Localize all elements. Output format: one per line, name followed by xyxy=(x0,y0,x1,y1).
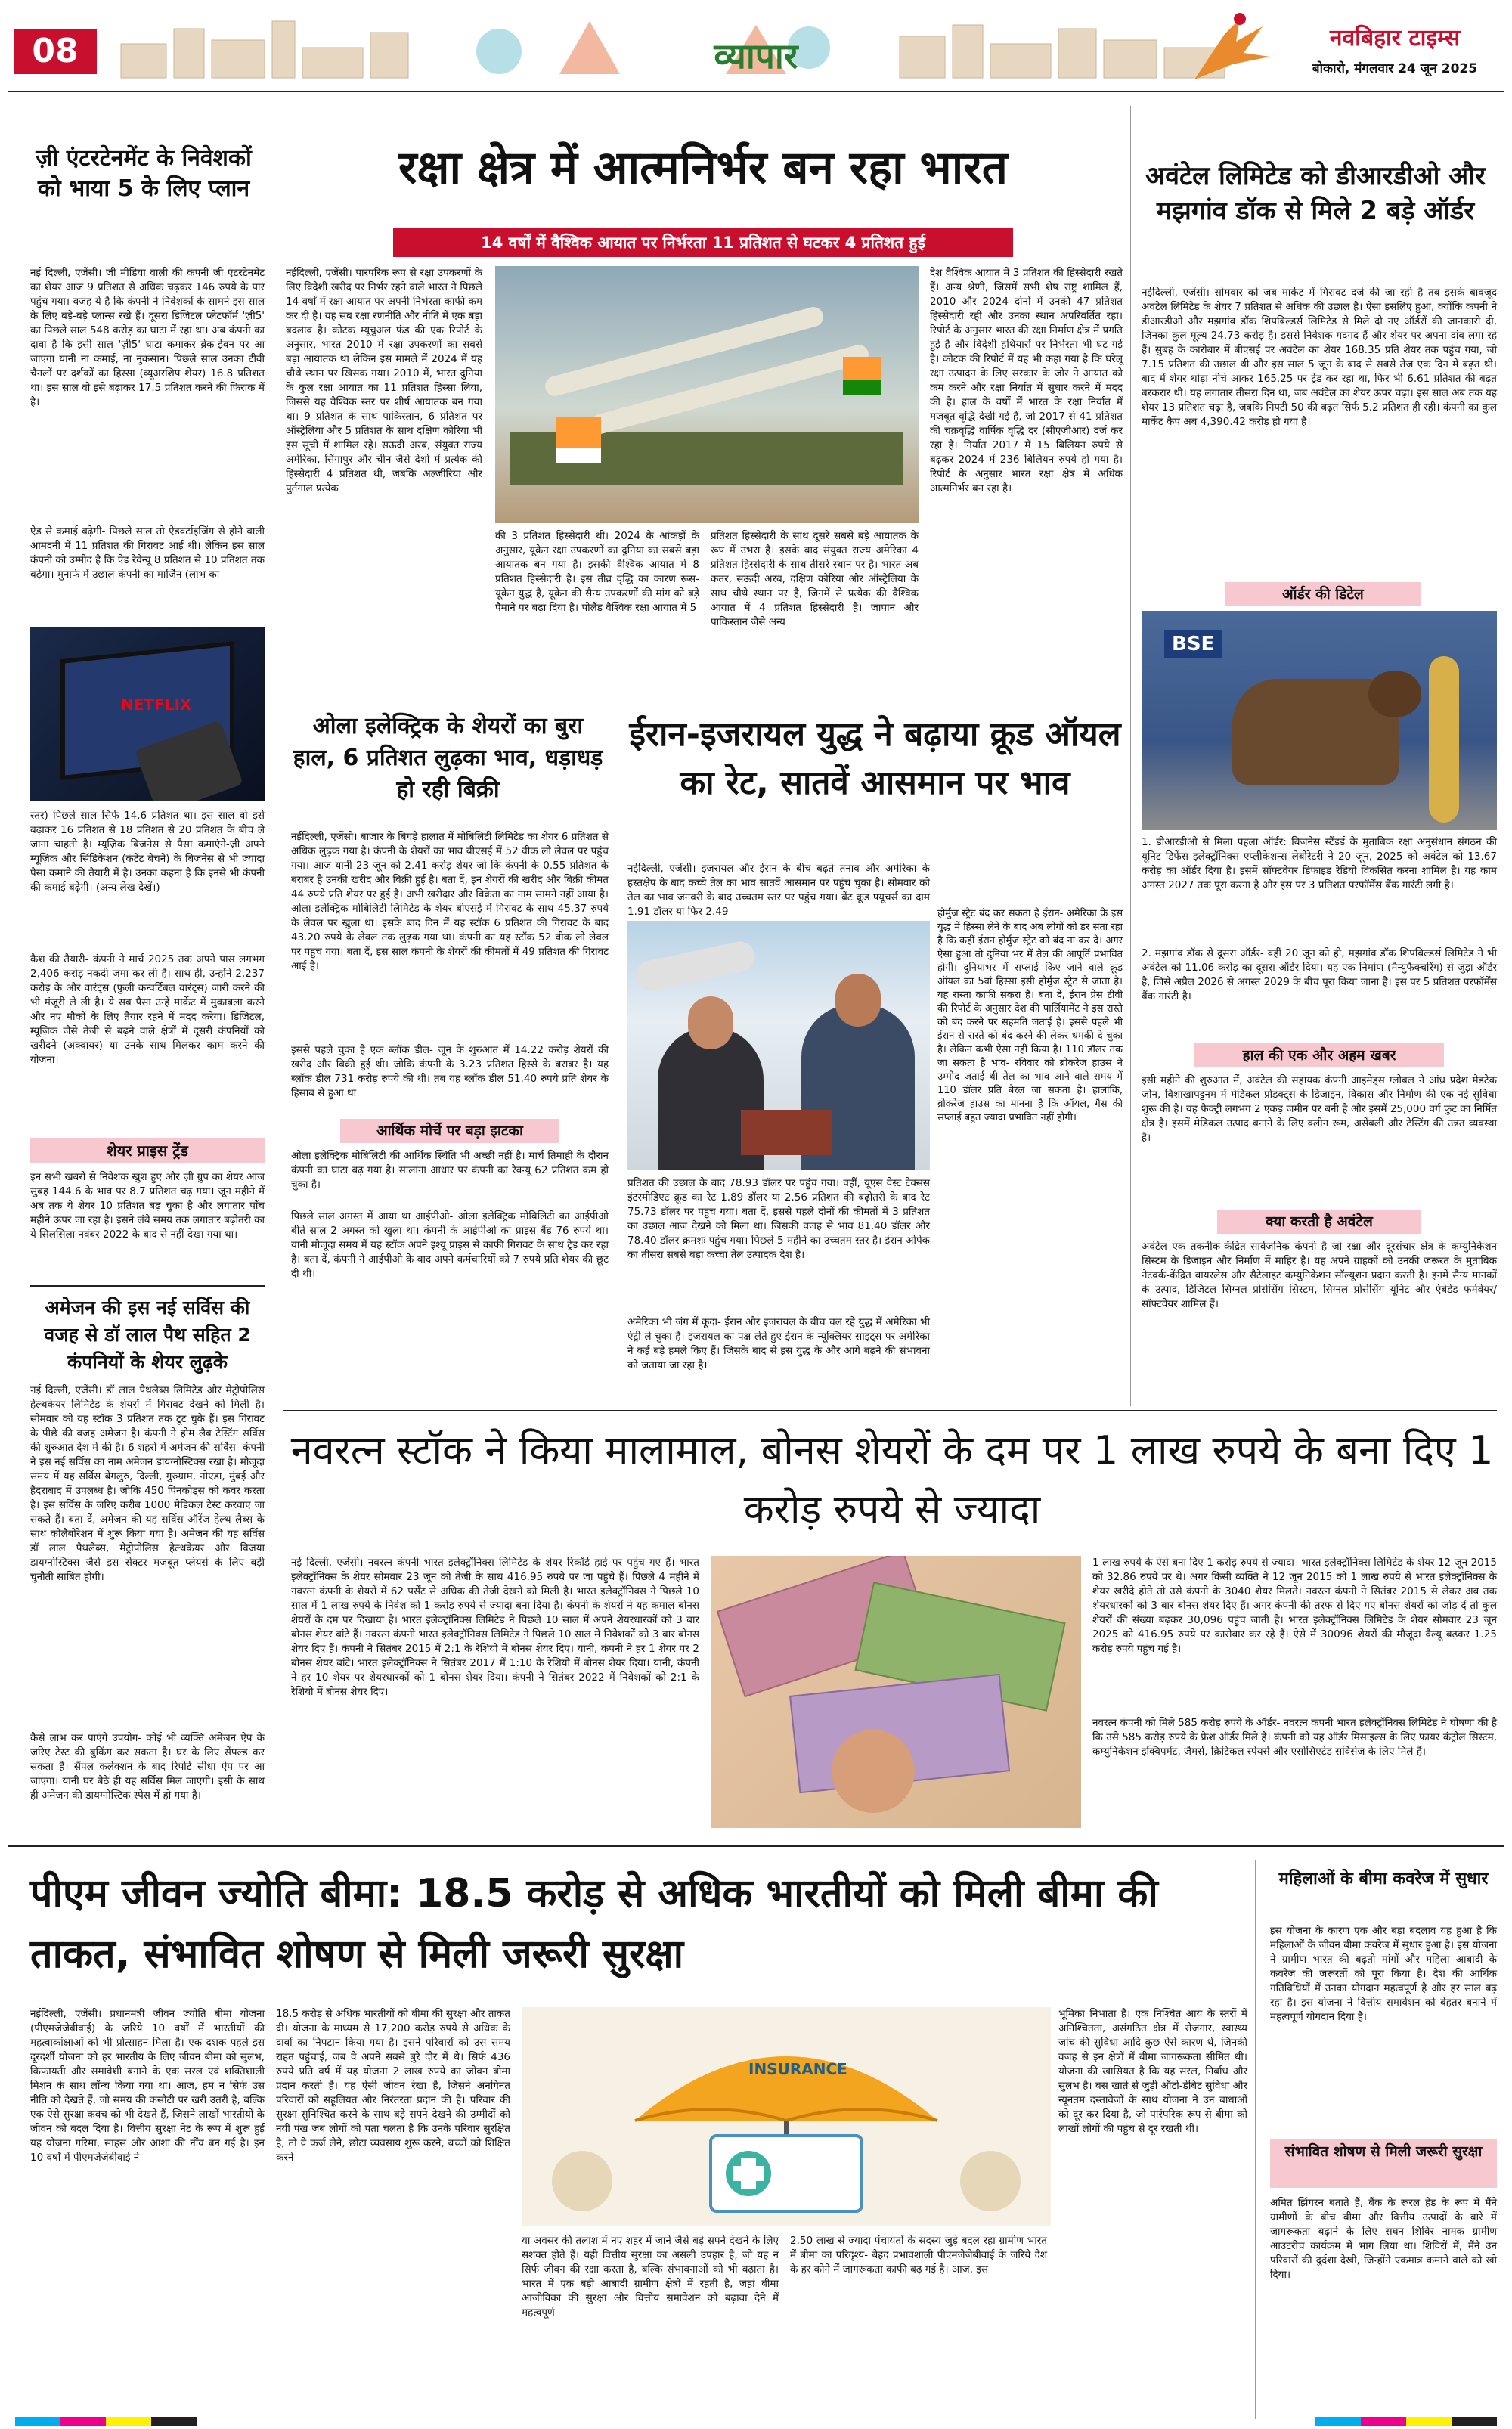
bse-logo: BSE xyxy=(1164,630,1222,658)
avantel-body-4: इसी महीने की शुरुआत में, अवंटेल की सहायक कंपनी आइमेड्स ग्लोबल ने आंध्र प्रदेश मेडटेक जोन, विशाखापट्टनम में मेडिकल प्रोडक्ट्स के डिजाइन, विकास और निर्माण की एक नई सुविधा शुरू की है। यह फैक्ट्री लगभग 2 एकड़ जमीन पर बनी है और इसमें 25,000 वर्ग फुट का निर्मित क्षेत्र है। इसमें मेडिकल उत्पाद बनाने के लिए क्लीन रूम, असेंबली और टेस्टिंग की उन्नत व्यवस्था है। xyxy=(1142,1074,1497,1144)
pmjjby-sidebar-heading-2: संभावित शोषण से मिली जरूरी सुरक्षा xyxy=(1270,2139,1497,2188)
pmjjby-sidebar-body-2: अमित झिंगरन बताते हैं, बैंक के रूरल हेड के रूप में मैंने ग्रामीणों के बीच बीमा और वित्तीय उत्पादों के बारे में जागरूकता बढ़ाने के लिए सघन शिविर नामक ग्रामीण आउटरीच कार्यक्रम में भाग लिया था। शिविरों में, मैंने उन परिवारों की दुर्दशा देखी, जिन्होंने एकमात्र कमाने वाले को खो दिया। xyxy=(1270,2197,1497,2281)
zee-end-rule xyxy=(30,1285,265,1287)
avantel-recent-heading: हाल की एक और अहम खबर xyxy=(1194,1043,1444,1067)
registration-marks xyxy=(0,2414,1512,2429)
pmjjby-col-2: 18.5 करोड़ से अधिक भारतीयों को बीमा की सुरक्षा और ताकत दी। योजना के माध्यम से 17,200 करोड़ रुपये से अधिक के दावों का निपटान किया गया है। इसने परिवारों को उस समय राहत पहुंचाई, जब वे अपने सबसे बुरे दौर में थे। सिर्फ 436 रुपये प्रति वर्ष में यह योजना 2 लाख रुपये का जीवन बीमा प्रदान करती है। यह ऐसी जीवन रेखा है, जिसने अनगिनत परिवारों को सहूलियत और निरंतरता प्रदान की है। परिवार की सुरक्षा सुनिश्चित करने के साथ बड़े सपने देखने की उम्मीदों को नयी पंख जब लोगों को पता चलता है कि उनके परिवार सुरक्षित है, तो वे कर्ज लेने, छोटा व्यवसाय शुरू करने, बच्चों को शिक्षित करने xyxy=(276,2008,510,2164)
iran-headline: ईरान-इजरायल युद्ध ने बढ़ाया क्रूड ऑयल का रेट, सातवें आसमान पर भाव xyxy=(629,715,1121,802)
pmjjby-col-1: नईदिल्ली, एजेंसी। प्रधानमंत्री जीवन ज्योति बीमा योजना (पीएमजेजेबीवाई) के जरिये 10 वर्षों में भारतीयों की महत्वाकांक्षाओं को भी प्रोत्साहन मिला है। एक दशक पहले इस दूरदर्शी योजना को हर भारतीय के लिए जीवन बीमा को सुलभ, किफायती और समावेशी बनाने के एक सरल एवं शक्तिशाली मिशन के साथ लॉन्च किया गया था। आज, हम न सिर्फ उस नीति को देखते हैं, जो समय की कसौटी पर खरी उतरी है, बल्कि एक ऐसे सुरक्षा कवच को भी देखते हैं, जिसने लाखों भारतीयों के जीवन को बदल दिया है। वित्तीय सुरक्षा नेट के रूप में शुरू हुई यह योजना गरिमा, साहस और आशा की नींव बन गई है। इन 10 वर्षों में पीएमजेजेबीवाई ने xyxy=(30,2008,265,2164)
defence-col-3: प्रतिशत हिस्सेदारी के साथ दूसरे सबसे बड़े आयातक के रूप में उभरा है। इसके बाद संयुक्त राज्य अमेरिका 4 प्रतिशत हिस्सेदारी के साथ तीसरे स्थान पर है। भारत अब कतर, सऊदी अरब, दक्षिण कोरिया और ऑस्ट्रेलिया के साथ चौथे स्थान पर है, जिनमें से प्रत्येक की वैश्विक आयात में 4 प्रतिशत हिस्सेदारी है। जापान और पाकिस्तान जैसे अन्य xyxy=(711,530,919,628)
avantel-body-5: अवंटेल एक तकनीक-केंद्रित सार्वजनिक कंपनी है जो रक्षा और दूरसंचार क्षेत्र के कम्युनिकेशन सिस्टम के डिजाइन और निर्माण में माहिर है। यह अपने ग्राहकों को उनकी जरूरत के मुताबिक नेटवर्क-केंद्रित वायरलेस और सैटेलाइट कम्युनिकेशन सॉल्यूशन प्रदान करती है। इनमें सैन्य मानकों के उत्पाद, डिजिटल सिग्नल प्रोसेसिंग सिस्टम, सिग्नल प्रोसेसिंग यूनिट और एंबेडेड फर्मवेयर/सॉफ्टवेयर शामिल हैं। xyxy=(1142,1241,1497,1310)
navratna-col-2: 1 लाख रुपये के ऐसे बना दिए 1 करोड़ रुपये से ज्यादा- भारत इलेक्ट्रॉनिक्स लिमिटेड के शेयर 12 जून 2015 को 32.86 रुपये पर थे। अगर किसी व्यक्ति ने 12 जून 2015 को 1 लाख रुपये से भारत इलेक्ट्रॉनिक्स के शेयर खरीदे होते तो उसे कंपनी के 3040 शेयर मिलते। नवरत्न कंपनी ने सितंबर 2015 से लेकर अब तक शेयरधारकों को 3 बार बोनस शेयर दिए हैं। अगर कंपनी की तरफ से दिए गए बोनस शेयरों को जोड़ दें तो कुल शेयरों की संख्या बढ़कर 30,096 पहुंच जाती है। भारत इलेक्ट्रॉनिक्स लिमिटेड के शेयर सोमवार 23 जून 2025 को 416.95 रुपये पर कारोबार कर रहे हैं। ऐसे में 30096 शेयरों की मौजूदा वैल्यू बढ़कर 1.25 करोड़ रुपये पहुंच गई है। xyxy=(1092,1557,1497,1655)
dateline: बोकारो, मंगलवार 24 जून 2025 xyxy=(1312,61,1478,76)
pmjjby-sidebar-rule xyxy=(1255,1860,1256,2419)
iran-side: होर्मुज स्ट्रेट बंद कर सकता है ईरान- अमेरिका के इस युद्ध में हिस्सा लेने के बाद अब लोगों को डर सता रहा है कि कहीं ईरान होर्मुज स्ट्रेट को बंद ना कर दे। अगर ऐसा हुआ तो दुनिया भर में तेल की आपूर्ति प्रभावित होगी। दुनियाभर में सप्लाई किए जाने वाले क्रूड ऑयल का 5वां हिस्सा इसी होर्मुज स्ट्रेट से जाता है। यह रास्ता काफी सकरा है। बता दें, ईरान प्रेस टीवी की रिपोर्ट के अनुसार देश की पार्लियामेंट ने इस रास्ते को बंद करने पर सहमति जताई है। इससे पहले भी ईरान से रास्ते को बंद करने की लेकर धमकी दे चुका है। लेकिन कभी ऐसा नहीं किया है। 110 डॉलर तक जा सकता है भाव- रविवार को ब्रोकरेज हाउस ने उम्मीद जताई थी तेल का भाव आने वाले समय में 110 डॉलर प्रति बैरल जा सकता है। हालांकि, ब्रोकरेज हाउस का मानना है कि ऑयल, गैस की सप्लाई बहुत ज्यादा प्रभावित नहीं होगी। xyxy=(937,908,1123,1123)
pmjjby-headline: पीएम जीवन ज्योति बीमा: 18.5 करोड़ से अधिक भारतीयों को मिली बीमा की ताकत, संभावित शोषण से मिली जरूरी सुरक्षा xyxy=(30,1871,1158,1977)
masthead-rule xyxy=(8,91,1504,92)
avantel-what-heading: क्या करती है अवंटेल xyxy=(1217,1210,1421,1234)
tv-screen-text: NETFLIX xyxy=(121,696,192,714)
zee-headline: ज़ी एंटरटेनमेंट के निवेशकों को भाया 5 के लिए प्लान xyxy=(36,145,252,202)
iran-main-2: अमेरिका भी जंग में कूदा- ईरान और इजरायल के बीच चल रहे युद्ध में अमेरिका भी एंट्री ले चुका है। इजरायल का पक्ष लेते हुए ईरान के न्यूक्लियर साइट्स पर अमेरिका ने कई बड़े हमले किए हैं। जिसके बाद से इस युद्ध के और आगे बढ़ने की संभावना को जताया जा रहा है। xyxy=(627,1316,930,1371)
defence-col-1: नईदिल्ली, एजेंसी। पारंपरिक रूप से रक्षा उपकरणों के लिए विदेशी खरीद पर निर्भर रहने वाले भारत ने पिछले 14 वर्षों में रक्षा आयात पर अपनी निर्भरता काफी कम कर दी है। यह सब रक्षा रणनीति और नीति में एक बड़ा बदलाव है। कोटक म्यूचुअल फंड की एक रिपोर्ट के अनुसार, भारत 2010 में रक्षा उपकरणों का सबसे बड़ा आयातक था लेकिन इस मामले में 2024 में यह चौथे स्थान पर खिसक गया। 2010 में, भारत दुनिया के कुल रक्षा आयात का 11 प्रतिशत हिस्सा लिया, जिससे यह वैश्विक स्तर पर शीर्ष आयातक बन गया था। 9 प्रतिशत के साथ पाकिस्तान, 6 प्रतिशत पर ऑस्ट्रेलिया और 5 प्रतिशत के साथ दक्षिण कोरिया भी इस सूची में शामिल रहे। सऊदी अरब, संयुक्त राज्य अमेरिका, सिंगापुर और चीन जैसे देशों में प्रत्येक की हिस्सेदारी 4 प्रतिशत थी, जबकि अल्जीरिया और पुर्तगाल प्रत्येक xyxy=(286,267,482,494)
defence-subhead: 14 वर्षों में वैश्विक आयात पर निर्भरता 11 प्रतिशत से घटकर 4 प्रतिशत हुई xyxy=(393,228,1013,257)
pmjjby-sidebar-body: इस योजना के कारण एक और बड़ा बदलाव यह हुआ है कि महिलाओं के जीवन बीमा कवरेज में सुधार हुआ है। इस योजना ने ग्रामीण भारत की बढ़ती मांगों और महिला आबादी के कवरेज की जरूरतों को पूरा किया है। देश की आर्थिक गतिविधियों में उनका योगदान महत्वपूर्ण है और हर साल बढ़ रहा है। इस योजना ने वित्तीय समावेशन को बेहतर बनाने में महत्वपूर्ण योगदान दिया है। xyxy=(1270,1925,1497,2023)
iran-lead: नईदिल्ली, एजेंसी। इजरायल और ईरान के बीच बढ़ते तनाव और अमेरिका के हस्तक्षेप के बाद कच्चे तेल का भाव सातवें आसमान पर पहुंच चुका है। सोमवार को तेल का भाव जनवरी के बाद उच्चतम स्तर पर पहुंच गया। ब्रेंट क्रूड फ्यूचर्स का दाम 1.91 डॉलर या फिर 2.49 xyxy=(627,863,930,918)
pmjjby-col-4: भूमिका निभाता है। एक निश्चित आय के स्तरों में अनिश्चितता, असंगठित क्षेत्र में रोजगार, स्वास्थ्य जांच की सुविधा आदि कुछ ऐसे कारण थे, जिनकी वजह से इन क्षेत्रों में बीमा जागरूकता सीमित थी। योजना की खासियत है कि यह सरल, निर्बाध और सुलभ है। बस खाते से जुड़ी ऑटो-डेबिट सुविधा और न्यूनतम दस्तावेजों के साथ योजना ने उन बाधाओं को दूर कर दिया है, जो पारंपरिक रूप से बीमा को लाखों लोगों की पहुंच से दूर रखती थीं। xyxy=(1058,2008,1247,2135)
iran-main: प्रतिशत की उछाल के बाद 78.93 डॉलर पर पहुंच गया। वहीं, यूएस वेस्ट टेक्सस इंटरमीडिएट क्रूड का रेट 1.89 डॉलर या 2.56 प्रतिशत की बढ़ोतरी के बाद रेट 75.73 डॉलर पर पहुंच गया। बता दें, इससे पहले दोनों की कीमतों में 3 प्रतिशत का उछाल आज देखने को मिला था। जिसकी वजह से भाव 81.40 डॉलर और 78.40 डॉलर क्रमशः पहुंच गया। पिछले 5 महीने का उच्चतम स्तर है। ईरान ओपेक का तीसरा सबसे बड़ा कच्चा तेल उत्पादक देश है। xyxy=(627,1177,930,1261)
section-title: व्यापार xyxy=(714,36,798,76)
zee-body-4: कैश की तैयारी- कंपनी ने मार्च 2025 तक अपने पास लगभग 2,406 करोड़ नकदी जमा कर ली है। साथ ही, उन्होंने 2,237 करोड़ के और वारंट्स (फुली कन्वर्टिबल वारंट्स) जारी करने की भी मंजूरी ले ली है। ये सब पैसा उन्हें मार्केट में मुकाबला करने और नए मौकों के लिए तैयार रहने में मदद करेगा। डिजिटल, म्यूज़िक जैसे तेजी से बढ़ने वाले क्षेत्रों में दूसरी कंपनियों को खरीदने (अक्वायर) या उनके साथ मिलकर काम करने की योजना। xyxy=(30,953,265,1066)
avantel-headline: अवंटेल लिमिटेड को डीआरडीओ और मझगांव डॉक से मिले 2 बड़े ऑर्डर xyxy=(1145,161,1486,226)
avantel-order-heading: ऑर्डर की डिटेल xyxy=(1225,582,1421,606)
navratna-col-1: नई दिल्ली, एजेंसी। नवरत्न कंपनी भारत इलेक्ट्रॉनिक्स लिमिटेड के शेयर रिकॉर्ड हाई पर पहुंच गए हैं। भारत इलेक्ट्रॉनिक्स के शेयर सोमवार 23 जून को तेजी के साथ 416.95 रुपये पर जा पहुंचे हैं। पिछले 4 महीने में नवरत्न कंपनी के शेयरों में 62 पर्सेंट से अधिक की तेजी देखने को मिली है। भारत इलेक्ट्रॉनिक्स ने पिछले 10 साल में 1 लाख रुपये के निवेश को 1 करोड़ रुपये से ज्यादा बना दिया है। कंपनी के शेयरों ने यह कमाल बोनस शेयरों के दम पर दिखाया है। भारत इलेक्ट्रॉनिक्स लिमिटेड ने पिछले 10 साल में अपने शेयरधारकों को 3 बार बोनस शेयर बांटे हैं। नवरत्न कंपनी भारत इलेक्ट्रॉनिक्स लिमिटेड ने पिछले 10 साल में निवेशकों को 3 बार बोनस शेयर दिए हैं। कंपनी ने सितंबर 2015 में 2:1 के रेशियो में बोनस शेयर दिए। यानी, कंपनी ने हर 1 शेयर पर 2 बोनस शेयर बांटे। भारत इलेक्ट्रॉनिक्स ने सितंबर 2017 में 1:10 के रेशियो में बोनस शेयर दिया। यानी, कंपनी ने हर 10 शेयर पर शेयरधारकों को 1 बोनस शेयर दिया। कंपनी ने सितंबर 2022 में निवेशकों को 2:1 के रेशियो में बोनस शेयर दिए। xyxy=(291,1557,699,1698)
ola-body-1: नईदिल्ली, एजेंसी। बाजार के बिगड़े हालात में मोबिलिटी लिमिटेड का शेयर 6 प्रतिशत से अधिक लुढ़क गया है। कंपनी के शेयरों का भाव बीएसई में 52 वीक लो लेवल पर पहुंच गया। आज यानी 23 जून को 2.41 करोड़ शेयर जो कि कंपनी के 0.55 प्रतिशत के बराबर है उनकी खरीद और बिक्री हुई है। बता दें, इन शेयरों की खरीद और बिक्री कीमत 44 रुपये प्रति शेयर पर हुई है। अभी खरीदार और विक्रेता का नाम सामने नहीं आया है। ओला इलेक्ट्रिक मोबिलिटी लिमिटेड के शेयर बीएसई में गिरावट के साथ 45.37 रुपये के लेवल पर खुला था। इसके बाद दिन में यह स्टॉक 6 प्रतिशत की गिरावट के बाद 43.20 रुपये के लेवल तक लुढ़क गया था। कंपनी का यह स्टॉक 52 वीक लो लेवल पर पहुंच गया। बता दें, इस साल कंपनी के शेयरों की कीमतों में 49 प्रतिशत की गिरावट आई है। xyxy=(291,831,609,972)
pmjjby-top-rule xyxy=(8,1845,1504,1847)
ola-body-3: ओला इलेक्ट्रिक मोबिलिटी की आर्थिक स्थिति भी अच्छी नहीं है। मार्च तिमाही के दौरान कंपनी का घाटा बढ़ गया है। सालाना आधार पर कंपनी का रेवन्यू 62 प्रतिशत कम हो चुका है। xyxy=(291,1150,609,1191)
currency-notes-photo xyxy=(711,1556,1081,1828)
zee-body-2: ऐड से कमाई बढ़ेगी- पिछले साल तो ऐडवर्टाइजिंग से होने वाली आमदनी में 11 प्रतिशत की गिरावट आई थी। लेकिन इस साल कंपनी को उम्मीद है कि ऐड रेवेन्यू 8 प्रतिशत से 10 प्रतिशत तक बढ़ेगा। मुनाफे में उछाल-कंपनी का मार्जिन (लाभ का xyxy=(30,525,265,581)
zee-body-3: स्तर) पिछले साल सिर्फ 14.6 प्रतिशत था। इस साल वो इसे बढ़ाकर 16 प्रतिशत से 18 प्रतिशत से 20 प्रतिशत के बीच ले जाना चाहती है। म्यूज़िक बिजनेस से पैसा कमाएंगे-ज़ी अपने म्यूज़िक और सिंडिकेशन (कंटेंट बेचने) के बिजनेस से भी ज्यादा पैसा कमाने की तैयारी में है। उनका कहना है कि इनसे भी कंपनी की कमाई बढ़ेगी। (अन्य लेख देखें।) xyxy=(30,810,265,894)
pmjjby-sidebar-heading: महिलाओं के बीमा कवरेज में सुधार xyxy=(1278,1870,1489,1888)
amazon-headline: अमेजन की इस नई सर्विस की वजह से डॉ लाल पैथ सहित 2 कंपनियों के शेयर लुढ़के xyxy=(44,1297,251,1373)
runner-logo xyxy=(1179,11,1278,87)
ola-headline: ओला इलेक्ट्रिक के शेयरों का बुरा हाल, 6 प्रतिशत लुढ़का भाव, धड़ाधड़ हो रही बिक्री xyxy=(293,713,603,803)
insurance-umbrella-photo xyxy=(522,2007,1051,2226)
ola-body-4: पिछले साल अगस्त में आया था आईपीओ- ओला इलेक्ट्रिक मोबिलिटी का आईपीओ बीते साल 2 अगस्त को खुला था। कंपनी के आईपीओ का प्राइस बैंड 76 रुपये था। यानी मौजूदा समय में यह स्टॉक अपने इश्यू प्राइस से काफी गिरावट के साथ ट्रेड कर रहा है। बता दें, कंपनी ने आईपीओ के बाद अपने कर्मचारियों को 7 रुपये प्रति शेयर की छूट दी थी। xyxy=(291,1210,609,1280)
missile-parade-photo xyxy=(495,266,919,523)
defence-right-rule xyxy=(1130,106,1131,1406)
navratna-headline: नवरत्न स्टॉक ने किया मालामाल, बोनस शेयरों के दम पर 1 लाख रुपये के बना दिए 1 करोड़ रुपये से ज्यादा xyxy=(290,1428,1494,1532)
page-number: 08 xyxy=(14,29,97,74)
amazon-body-2: कैसे लाभ कर पाएंगे उपयोग- कोई भी व्यक्ति अमेजन ऐप के जरिए टेस्ट की बुकिंग कर सकता है। घर के लिए सेंपल्ड कर सकता है। सैंपल कलेक्शन के बाद रिपोर्ट सीधा ऐप पर आ जाएगा। यानी घर बैठे ही यह सर्विस मिल जाएगी। इसी के साथ ही अमेजन की डायग्नोस्टिक स्पेस में हो गया है। xyxy=(30,1732,265,1802)
zee-price-heading: शेयर प्राइस ट्रेंड xyxy=(30,1138,265,1163)
zee-body-5: इन सभी खबरों से निवेशक खुश हुए और ज़ी ग्रुप का शेयर आज सुबह 144.6 के भाव पर 8.7 प्रतिशत चढ़ गया। जून महीने में अब तक ये शेयर 10 प्रतिशत बढ़ चुका है और लगातार पाँच महीने ऊपर जा रहा है। इसने लंबे समय तक लगातार बढ़ोतरी का ये सिलसिला नवंबर 2022 के बाद से नहीं देखा गया था। xyxy=(30,1171,265,1241)
defence-col-4: देश वैश्विक आयात में 3 प्रतिशत की हिस्सेदारी रखते हैं। अन्य श्रेणी, जिसमें सभी शेष राष्ट्र शामिल हैं, 2010 और 2024 दोनों में उनकी 47 प्रतिशत हिस्सेदारी रही और उनका स्थान अपरिवर्तित रहा। रिपोर्ट के अनुसार भारत की रक्षा निर्माण क्षेत्र में प्रगति हुई है और विदेशी हथियारों पर निर्भरता भी घट गई है। कोटक की रिपोर्ट में यह भी कहा गया है कि घरेलू रक्षा उत्पादन के लिए सरकार के जोर ने आयात को कम करने और रक्षा निर्यात में सुधार करने में मदद की है। हाल के वर्षों में भारत के रक्षा निर्यात में मजबूत वृद्धि देखी गई है, जो 2017 से 41 प्रतिशत की चक्रवृद्धि वार्षिक वृद्धि दर (सीएजीआर) दर्ज कर रहा है। निर्यात 2017 में 15 बिलियन रुपये से बढ़कर 2024 में 236 बिलियन रुपये हो गया है। रिपोर्ट के अनुसार भारत रक्षा क्षेत्र में अधिक आत्मनिर्भर बन रहा है। xyxy=(930,267,1123,494)
pmjjby-col-3: या अवसर की तलाश में नए शहर में जाने जैसे बड़े सपने देखने के लिए सशक्त होते हैं। यही वित्तीय सुरक्षा का असली उपहार है, जो यह न सिर्फ जीवन की रक्षा करता है, बल्कि संभावनाओं को भी बढ़ाता है। भारत में एक बड़ी आबादी ग्रामीण क्षेत्रों में रहती है, जहां बीमा आजीविका की सुरक्षा और वित्तीय समावेशन को बढ़ावा देने में महत्वपूर्ण xyxy=(522,2235,779,2319)
avantel-body-1: नईदिल्ली, एजेंसी। सोमवार को जब मार्केट में गिरावट दर्ज की जा रही है तब इसके बावजूद अवंटेल लिमिटेड के शेयर 7 प्रतिशत से अधिक की उछाल है। ऐसा इसलिए हुआ, क्योंकि कंपनी ने डीआरडीओ और मझगांव डॉक शिपबिल्डर्स लिमिटेड से मिले दो नए ऑर्डरों की जानकारी दी, जिनका कुल मूल्य 24.73 करोड़ है। इससे निवेशक गदगद हैं और शेयर पर अपना दांव लगा रहे हैं। सुबह के कारोबार में बीएसई पर अवंटेल का शेयर 168.35 प्रति शेयर तक पहुंच गया, जो 7.15 प्रतिशत की उछाल थी और इस साल 5 जून के बाद से सबसे तेज एक दिन में बढ़त थी। बाद में शेयर थोड़ा नीचे आकर 165.25 पर ट्रेड कर रहा था, फिर भी 6.61 प्रतिशत की बढ़त बरकरार थी। यह लगातार तीसरा दिन था, जब अवंटेल का शेयर ऊपर चढ़ा। इस साल अब तक यह शेयर 13 प्रतिशत चढ़ा है, जबकि निफ्टी 50 की बढ़त सिर्फ 5.2 प्रतिशत ही रही। कंपनी का कुल मार्केट कैप अब 4,390.42 करोड़ हो गया है। xyxy=(1142,287,1497,428)
avantel-body-3: 2. मझगांव डॉक से दूसरा ऑर्डर- वहीं 20 जून को ही, मझगांव डॉक शिपबिल्डर्स लिमिटेड ने भी अवंटेल को 11.06 करोड़ का दूसरा ऑर्डर दिया। यह एक निर्माण (मैन्युफैक्चरिंग) से जुड़ा ऑर्डर है, जिसे अप्रैल 2026 से अगस्त 2029 के बीच पूरा किया जाना है। इस पर 5 प्रतिशत परफॉर्मेंस बैंक गारंटी है। xyxy=(1142,947,1497,1002)
paper-name: नवबिहार टाइम्स xyxy=(1329,25,1461,51)
masthead xyxy=(0,0,1512,91)
amazon-body-1: नई दिल्ली, एजेंसी। डॉ लाल पैथलैब्स लिमिटेड और मेट्रोपोलिस हेल्थकेयर लिमिटेड के शेयरों में गिरावट देखने को मिली है। सोमवार को यह स्टॉक 3 प्रतिशत तक टूट चुके हैं। इस गिरावट के पीछे की वजह अमेजन है। कंपनी ने होम लैब टेस्टिंग सर्विस की शुरुआत देश में की है। 6 शहरों में अमेजन की सर्विस- कंपनी ने इस नई सर्विस का नाम अमेजन डायग्नोस्टिक्स रखा है। मौजूदा समय में यह सर्विस बेंगलुरु, दिल्ली, गुरुग्राम, नोएडा, मुंबई और हैदराबाद में उपलब्ध है। जोकि 450 पिनकोड्स को कवर करता है। इस सर्विस के जरिए करीब 1000 मेडिकल टेस्ट करवाए जा सकते हैं। बता दें, अमेजन की यह सर्विस ऑरेंज हेल्थ लैब्स के साथ कोलैबोरेशन में शुरू किया गया है। अमेजन की यह सर्विस डॉ लाल पैथलैब्स, मेट्रोपोलिस हेल्थकेयर और विजया डायग्नोस्टिक्स जैसे इस सेक्टर मजबूत प्लेयर्स के लिए बड़ी चुनौती साबित होगी। xyxy=(30,1384,265,1583)
oil-men-photo xyxy=(627,921,930,1170)
zee-body-1: नई दिल्ली, एजेंसी। जी मीडिया वाली की कंपनी जी एंटरटेनमेंट का शेयर आज 9 प्रतिशत से अधिक चढ़कर 146 रुपये के पार पहुंच गया। वजह ये है कि कंपनी ने निवेशकों के सामने इस साल के लिए बड़े-बड़े प्लान्स रखे हैं। दूसरा डिजिटल प्लेटफॉर्म 'ज़ी5' का पिछले साल 548 करोड़ का घाटा में रहा था। अब कंपनी का दावा है कि इसी साल 'ज़ी5' घाटा कमाकर ब्रेक-ईवन पर आ जाएगा यानी ना कमाई, ना नुकसान। पिछले साल उनका टीवी चैनलों पर दर्शकों का हिस्सा (व्यूअरशिप शेयर) 16.8 प्रतिशत था। इस साल वो इसे बढ़ाकर 17.5 प्रतिशत करने की फिराक में है। xyxy=(30,267,265,408)
navratna-col-2b: नवरत्न कंपनी को मिले 585 करोड़ रुपये के ऑर्डर- नवरत्न कंपनी भारत इलेक्ट्रॉनिक्स लिमिटेड ने घोषणा की है कि उसे 585 करोड़ रुपये के फ्रेश ऑर्डर मिले हैं। कंपनी को यह ऑर्डर मिसाइल्स के लिए फायर कंट्रोल सिस्टम, कम्युनिकेशन इक्विपमेंट, जैमर्स, क्रिटिकल स्पेयर्स और एसोसिएटेड सर्विसेज के लिए मिले हैं। xyxy=(1092,1717,1497,1758)
pmjjby-col-4b: 2.50 लाख से ज्यादा पंचायतों के सदस्य जुड़े बदल रहा ग्रामीण भारत में बीमा का परिदृश्य- बेहद प्रभावशाली पीएमजेजेबीवाई के जरिये देश के हर कोने में जागरूकता काफी बढ़ गई है। आज, इस xyxy=(790,2235,1047,2276)
avantel-body-2: 1. डीआरडीओ से मिला पहला ऑर्डर: बिजनेस स्टैंडर्ड के मुताबिक रक्षा अनुसंधान संगठन की यूनिट डिफेंस इलेक्ट्रॉनिक्स एप्लीकेशन्स लेबोरेटरी ने 20 जून, 2025 को अवंटेल को 13.67 करोड़ का ऑर्डर दिया है। इसमें सॉफ्टवेयर डिफाइंड रेडियो विकसित करना शामिल है। यह काम अगस्त 2027 तक पूरा करना है और इस पर 3 प्रतिशत परफॉर्मेंस बैंक गारंटी लगी है। xyxy=(1142,836,1497,891)
insurance-text: INSURANCE xyxy=(748,2060,847,2078)
navratna-top-rule xyxy=(284,1410,1497,1411)
defence-headline: रक्षा क्षेत्र में आत्मनिर्भर बन रहा भारत xyxy=(398,141,1009,194)
ola-body-2: इससे पहले चुका है एक ब्लॉक डील- जून के शुरुआत में 14.22 करोड़ शेयरों की खरीद और बिक्री हुई थी। जोकि कंपनी के 3.23 प्रतिशत हिस्से के बराबर है। यह ब्लॉक डील 731 करोड़ रुपये की थी। तब यह ब्लॉक डील 51.40 रुपये प्रति शेयर के हिसाब से हुआ था xyxy=(291,1044,609,1099)
ola-sub-heading: आर्थिक मोर्चे पर बड़ा झटका xyxy=(340,1119,559,1143)
streaming-tv-photo xyxy=(30,627,265,801)
defence-col-2: की 3 प्रतिशत हिस्सेदारी थी। 2024 के आंकड़ों के अनुसार, यूक्रेन रक्षा उपकरणों का दुनिया का सबसे बड़ा आयातक बन गया है। इसकी वैश्विक आयात में 8 प्रतिशत हिस्सेदारी है। इस तीव्र वृद्धि का कारण रूस-यूक्रेन युद्ध है, यूक्रेन की सैन्य उपकरणों की मांग को बड़े पैमाने पर बढ़ा दिया है। पोलैंड वैश्विक रक्षा आयात में 5 xyxy=(495,530,699,614)
bse-bull-photo xyxy=(1142,611,1497,830)
